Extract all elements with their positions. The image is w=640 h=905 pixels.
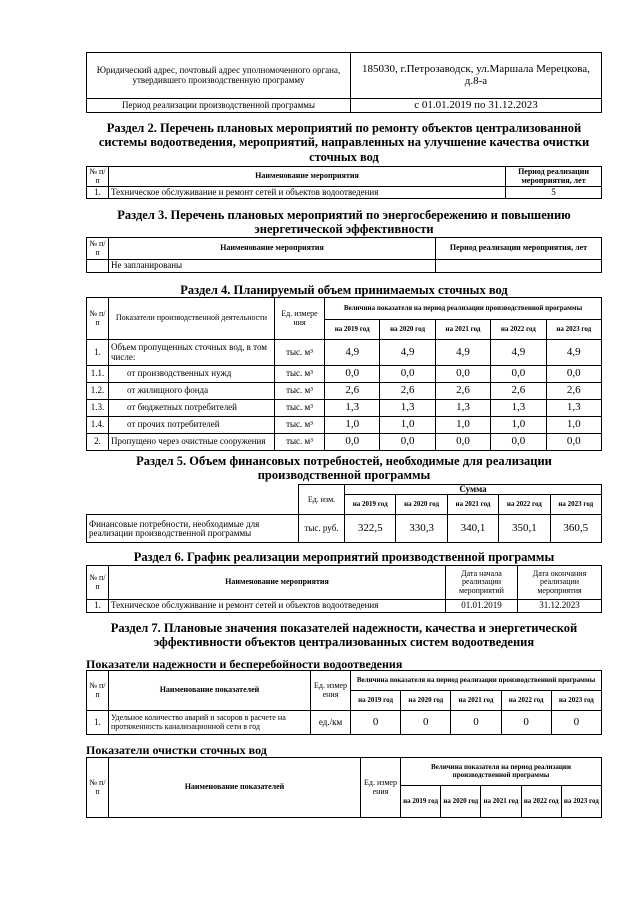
row-value: 2,6: [325, 383, 380, 400]
year-2022: на 2022 год: [491, 320, 546, 340]
col-start: Дата начала реализации мероприятий: [446, 566, 518, 600]
section-7-title: Раздел 7. Плановые значения показателей надежности, качества и энергетической эффективности объектов централизованных систем водоотведения: [110, 621, 578, 650]
year-2023: на 2023 год: [561, 786, 601, 818]
row-num: 1.: [87, 187, 109, 199]
row-value: 1,0: [380, 417, 435, 434]
row-value: 1,3: [491, 400, 546, 417]
row-name: от бюджетных потребителей: [109, 400, 275, 417]
row-value: 0: [351, 711, 401, 735]
year-2022: на 2022 год: [501, 691, 551, 711]
row-num: 1.2.: [87, 383, 109, 400]
col-period: Период реализации мероприятия, лет: [436, 238, 602, 260]
row-value: 0,0: [491, 434, 546, 451]
row-value: 0,0: [380, 434, 435, 451]
col-period: Период реализации мероприятия, лет: [506, 167, 602, 187]
row-start: 01.01.2019: [446, 600, 518, 613]
row-name: Не запланированы: [109, 260, 436, 273]
table-row: [87, 400, 602, 417]
row-value: 1,3: [325, 400, 380, 417]
row-num: 1.: [87, 711, 109, 735]
address-table: [86, 52, 602, 113]
row-value: 1,0: [435, 417, 490, 434]
row-value: 2,6: [491, 383, 546, 400]
row-value: 0,0: [491, 366, 546, 383]
year-2020: на 2020 год: [396, 495, 447, 515]
row-name: от производственных нужд: [109, 366, 275, 383]
row-value: 2,6: [546, 383, 601, 400]
row-value: 0: [551, 711, 601, 735]
year-2023: на 2023 год: [551, 691, 601, 711]
row-unit: тыс. м³: [275, 400, 325, 417]
table-row: [87, 340, 602, 366]
col-num: № п/п: [87, 167, 109, 187]
table-row: [87, 383, 602, 400]
table-row: [87, 366, 602, 383]
year-2022: на 2022 год: [521, 786, 561, 818]
col-num: № п/п: [87, 238, 109, 260]
section-5-table: [86, 484, 602, 543]
reliability-subtitle: Показатели надежности и бесперебойности водоотведения: [86, 657, 403, 671]
section-4-title: Раздел 4. Планируемый объем принимаемых сточных вод: [180, 283, 508, 297]
row-name: Техническое обслуживание и ремонт сетей и объектов водоотведения: [109, 600, 446, 613]
table-row: [87, 434, 602, 451]
col-unit: Ед. измер ения: [311, 671, 351, 711]
row-value: 1,0: [325, 417, 380, 434]
row-num: 2.: [87, 434, 109, 451]
year-2020: на 2020 год: [380, 320, 435, 340]
year-2022: на 2022 год: [499, 495, 550, 515]
year-2021: на 2021 год: [451, 691, 501, 711]
section-6-table: [86, 565, 602, 613]
row-value: 340,1: [447, 515, 498, 543]
row-num: 1.4.: [87, 417, 109, 434]
row-value: 350,1: [499, 515, 550, 543]
row-value: 0,0: [325, 366, 380, 383]
year-2021: на 2021 год: [481, 786, 521, 818]
table-row: [87, 711, 602, 735]
row-value: 1,0: [546, 417, 601, 434]
row-value: 0,0: [435, 366, 490, 383]
table-row: [87, 515, 602, 543]
section-3-table: [86, 237, 602, 273]
row-name: Финансовые потребности, необходимые для реализации производственной программы: [87, 515, 299, 543]
col-group: Величина показателя на период реализации производственной программы: [325, 298, 602, 320]
col-num: № п/п: [87, 566, 109, 600]
section-4-table: [86, 297, 602, 451]
row-value: 4,9: [491, 340, 546, 366]
col-name: Наименование мероприятия: [109, 238, 436, 260]
section-5-title: Раздел 5. Объем финансовых потребностей, необходимые для реализации производственной программы: [136, 454, 552, 483]
table-row: [87, 417, 602, 434]
col-group: Величина показателя на период реализации производственной программы: [401, 758, 602, 786]
row-end: 31.12.2023: [518, 600, 602, 613]
row-num: 1.1.: [87, 366, 109, 383]
year-2019: на 2019 год: [325, 320, 380, 340]
col-name: Наименование мероприятия: [109, 566, 446, 600]
row-value: 1,3: [546, 400, 601, 417]
col-name: Наименование показателей: [109, 758, 361, 818]
cleaning-subtitle: Показатели очистки сточных вод: [86, 743, 267, 757]
row-value: 330,3: [396, 515, 447, 543]
section-2-table: [86, 166, 602, 199]
period-label: Период реализации производственной программы: [87, 99, 351, 113]
row-value: 0,0: [325, 434, 380, 451]
col-sum: Сумма: [345, 485, 602, 495]
row-unit: тыс. м³: [275, 366, 325, 383]
cleaning-table: [86, 757, 602, 818]
year-2020: на 2020 год: [441, 786, 481, 818]
row-name: Удельное количество аварий и засоров в расчете на протяженность канализационной сети в год: [109, 711, 311, 735]
col-unit: Ед. изм.: [299, 485, 345, 515]
row-name: Пропущено через очистные сооружения: [109, 434, 275, 451]
year-2019: на 2019 год: [345, 495, 396, 515]
row-value: 0,0: [546, 366, 601, 383]
year-2019: на 2019 год: [401, 786, 441, 818]
col-group: Величина показателя на период реализации производственной программы: [351, 671, 602, 691]
row-period: 5: [506, 187, 602, 199]
row-value: 1,3: [435, 400, 490, 417]
row-value: 322,5: [345, 515, 396, 543]
year-2023: на 2023 год: [546, 320, 601, 340]
row-value: 4,9: [546, 340, 601, 366]
period-value: с 01.01.2019 по 31.12.2023: [351, 99, 602, 113]
row-unit: тыс. м³: [275, 340, 325, 366]
col-name: Показатели производственной деятельности: [109, 298, 275, 340]
row-unit: тыс. м³: [275, 383, 325, 400]
col-end: Дата окончания реализации мероприятия: [518, 566, 602, 600]
row-num: 1.: [87, 600, 109, 613]
address-value: 185030, г.Петрозаводск, ул.Маршала Мерецкова, д.8-а: [351, 53, 602, 99]
year-2019: на 2019 год: [351, 691, 401, 711]
reliability-table: [86, 670, 602, 735]
col-num: № п/п: [87, 758, 109, 818]
row-value: 1,3: [380, 400, 435, 417]
row-name: Техническое обслуживание и ремонт сетей и объектов водоотведения: [109, 187, 506, 199]
row-name: от прочих потребителей: [109, 417, 275, 434]
row-value: 0,0: [435, 434, 490, 451]
row-value: 2,6: [380, 383, 435, 400]
section-2-title: Раздел 2. Перечень плановых мероприятий по ремонту объектов централизованной системы водоотведения, мероприятий, направленных на улучшение качества очистки сточных вод: [98, 121, 590, 164]
row-value: 0: [451, 711, 501, 735]
section-6-title: Раздел 6. График реализации мероприятий производственной программы: [133, 550, 555, 564]
row-value: 2,6: [435, 383, 490, 400]
row-value: 0: [401, 711, 451, 735]
col-unit: Ед. измере ния: [275, 298, 325, 340]
table-row: [87, 600, 602, 613]
row-value: 4,9: [435, 340, 490, 366]
row-unit: тыс. м³: [275, 417, 325, 434]
year-2021: на 2021 год: [447, 495, 498, 515]
col-num: № п/п: [87, 298, 109, 340]
row-value: 4,9: [325, 340, 380, 366]
year-2023: на 2023 год: [550, 495, 601, 515]
col-unit: Ед. измер ения: [361, 758, 401, 818]
row-num: 1.: [87, 340, 109, 366]
year-2020: на 2020 год: [401, 691, 451, 711]
row-value: 1,0: [491, 417, 546, 434]
row-unit: ед./км: [311, 711, 351, 735]
row-unit: тыс. руб.: [299, 515, 345, 543]
row-name: Объем пропущенных сточных вод, в том числе:: [109, 340, 275, 366]
row-unit: тыс. м³: [275, 434, 325, 451]
row-value: 0: [501, 711, 551, 735]
row-name: от жилищного фонда: [109, 383, 275, 400]
row-value: 360,5: [550, 515, 601, 543]
year-2021: на 2021 год: [435, 320, 490, 340]
section-3-title: Раздел 3. Перечень плановых мероприятий по энергосбережению и повышению энергетической эффективности: [117, 208, 571, 237]
row-value: 0,0: [380, 366, 435, 383]
row-value: 0,0: [546, 434, 601, 451]
address-label: Юридический адрес, почтовый адрес уполномоченного органа, утвердившего производственную программу: [87, 53, 351, 99]
col-name: Наименование показателей: [109, 671, 311, 711]
col-name: Наименование мероприятия: [109, 167, 506, 187]
row-num: 1.3.: [87, 400, 109, 417]
row-value: 4,9: [380, 340, 435, 366]
col-num: № п/п: [87, 671, 109, 711]
